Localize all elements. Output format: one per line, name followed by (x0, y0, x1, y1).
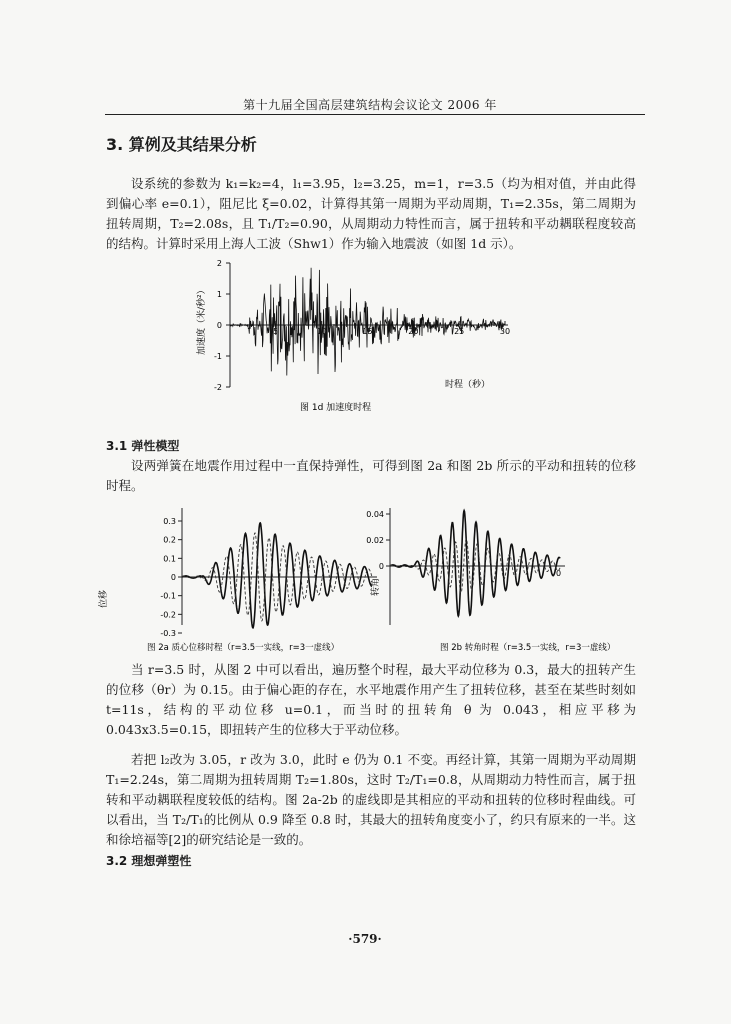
fig2a-ytick-label: 0 (170, 573, 176, 582)
section-title: 3. 算例及其结果分析 (106, 135, 257, 154)
fig1d-xtick-label: 25 (454, 327, 465, 336)
paragraph-parameters: 设系统的参数为 k₁=k₂=4，l₁=3.95，l₂=3.25，m=1，r=3.5（均为相对值，并由此得到偏心率 e=0.1），阻尼比 ξ=0.02，计算得其第一周期为平动周期，T₁=2.35s，第二周期为扭转周期，T₂=2.08s，且 T₁/T₂=0.90，从周期动力特性而言，属于扭转和平动耦联程度较高的结构。计算时采用上海人工波（Shw1）作为输入地震波（如图 1d 示）。 (106, 176, 636, 251)
fig2a-ytick-label: 0.2 (163, 535, 176, 545)
fig1d-ytick-label: 0 (216, 321, 222, 330)
running-header: 第十九届全国高层建筑结构会议论文 2006 年 (243, 98, 497, 112)
fig2a-title: 图 2a 质心位移时程（r=3.5一实线，r=3一虚线） (147, 643, 340, 653)
page-number: ·579· (348, 932, 382, 946)
fig2a-ytick-label: -0.1 (160, 591, 176, 601)
fig2b-ytick-label: 0.02 (366, 536, 384, 545)
fig1d-xtick-label: 15 (362, 327, 373, 336)
fig1d-xtick-label: 10 (316, 327, 327, 336)
fig1d-series-line (230, 268, 505, 376)
fig2b-chart (360, 500, 650, 660)
fig2a-ytick-label: -0.2 (160, 610, 176, 620)
fig2a-chart (92, 500, 382, 660)
paragraph-result-r3: 若把 l₂改为 3.05，r 改为 3.0，此时 e 仍为 0.1 不变。再经计算，其第一周期为平动周期 T₁=2.24s，第二周期为扭转周期 T₂=1.80s，这时 T₂/T₁=0.8，从周期动力特性而言，属于扭转和平动耦联程度较低的结构。图 2a-2b 的虚线即是其相应的平动和扭转的位移时程曲线。可以看出，当 T₂/T₁的比例从 0.9 降至 0.8 时，其最大的扭转角度变小了，约只有原来的一半。这和徐培福等[2]的研究结论是一致的。 (106, 752, 636, 847)
fig1d-xlabel: 时程（秒） (445, 380, 491, 390)
fig2b-ylabel: 转角 (371, 577, 381, 596)
header-rule (105, 114, 645, 115)
fig1d-ytick-label: 1 (216, 290, 222, 299)
fig2b-ytick-label: 0.04 (366, 510, 384, 519)
fig1d-xtick-label: 5 (273, 327, 279, 336)
fig2b-title: 图 2b 转角时程（r=3.5一实线，r=3一虚线） (440, 643, 616, 653)
fig2a-ylabel: 位移 (99, 589, 109, 608)
fig2b-xtick: 0 (556, 569, 562, 578)
subsection-3-2: 3.2 理想弹塑性 (106, 854, 192, 868)
subsection-3-1: 3.1 弹性模型 (106, 439, 180, 453)
fig1d-ytick-label: 2 (216, 259, 222, 268)
fig1d-xtick-label: 20 (408, 327, 419, 336)
fig2a-ytick-label: 0.3 (163, 517, 176, 526)
fig2a-ytick-label: 0.1 (163, 554, 176, 564)
fig1d-title: 图 1d 加速度时程 (300, 403, 372, 413)
paragraph-elastic: 设两弹簧在地震作用过程中一直保持弹性，可得到图 2a 和图 2b 所示的平动和扭转的位移时程。 (106, 458, 636, 493)
fig1d-chart (190, 255, 530, 415)
fig1d-ylabel: 加速度（米/秒²） (197, 285, 207, 355)
fig1d-xtick-label: 30 (499, 327, 511, 336)
fig1d-ytick-label: -1 (214, 352, 222, 361)
fig2a-ytick-label: -0.3 (160, 629, 176, 638)
paragraph-result-r35: 当 r=3.5 时，从图 2 中可以看出，遍历整个时程，最大平动位移为 0.3，最大的扭转产生的位移（θr）为 0.15。由于偏心距的存在，水平地震作用产生了扭转位移，甚至在某些时刻如 t=11s，结构的平动位移 u=0.1，而当时的扭转角 θ 为 0.043，相应平移为 0.043x3.5=0.15，即扭转产生的位移大于平动位移。 (106, 662, 636, 737)
fig1d-ytick-label: -2 (214, 383, 222, 392)
fig2b-ytick-label: 0 (378, 562, 384, 571)
